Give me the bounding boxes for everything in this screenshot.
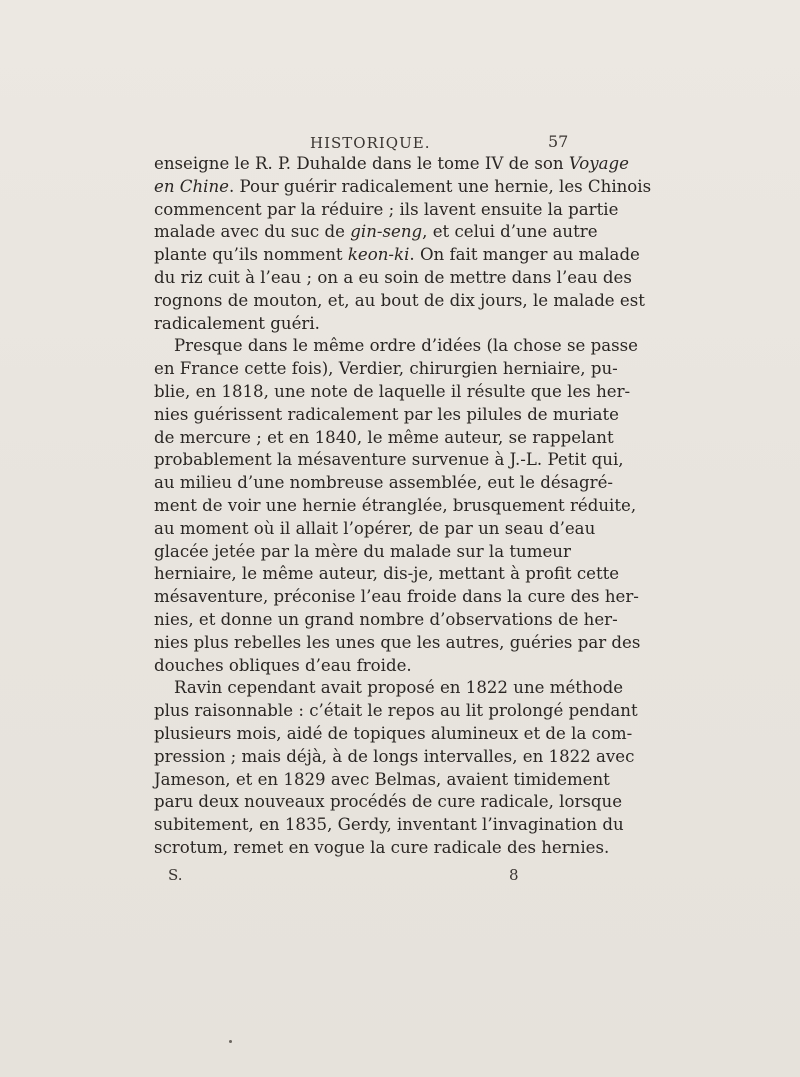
- text-line: blie, en 1818, une note de laquelle il résulte que les her-: [154, 381, 631, 401]
- text-line: au milieu d’une nombreuse assemblée, eut le désagré-: [154, 473, 614, 493]
- text-line: plus raisonnable : c’était le repos au lit prolongé pendant: [154, 701, 638, 721]
- text-line: scrotum, remet en vogue la cure radicale des hernies.: [154, 837, 610, 857]
- text-line: nies, et donne un grand nombre d’observations de her-: [154, 609, 618, 629]
- sheet-number: 8: [509, 866, 519, 884]
- text-line: pression ; mais déjà, à de longs intervalles, en 1822 avec: [154, 746, 635, 766]
- running-head-title: HISTORIQUE.: [310, 134, 431, 152]
- text-line: commencent par la réduire ; ils lavent ensuite la partie: [154, 199, 619, 219]
- text-line: nies plus rebelles les unes que les autres, guéries par des: [154, 632, 641, 652]
- body-text: [154, 153, 652, 860]
- text-line: paru deux nouveaux procédés de cure radicale, lorsque: [154, 792, 623, 812]
- text-line: subitement, en 1835, Gerdy, inventant l’invagination du: [154, 815, 624, 835]
- text-line: enseigne le R. P. Duhalde dans le tome IV de son Voyage: [154, 154, 629, 173]
- text-line: nies guérissent radicalement par les pilules de muriate: [154, 404, 619, 424]
- text-line: glacée jetée par la mère du malade sur la tumeur: [154, 541, 571, 561]
- text-line: mésaventure, préconise l’eau froide dans la cure des her-: [154, 587, 639, 607]
- page-number: 57: [548, 132, 569, 151]
- paragraph-3: [154, 677, 638, 859]
- ink-speck: [229, 1040, 232, 1043]
- text-line: Presque dans le même ordre d’idées (la chose se passe: [174, 336, 638, 356]
- text-line: Jameson, et en 1829 avec Belmas, avaient timidement: [154, 769, 610, 789]
- text-line: douches obliques d’eau froide.: [154, 655, 412, 675]
- paragraph-1: [154, 153, 652, 335]
- text-line: en France cette fois), Verdier, chirurgien herniaire, pu-: [154, 359, 618, 379]
- text-line: radicalement guéri.: [154, 313, 320, 333]
- text-line: du riz cuit à l’eau ; on a eu soin de mettre dans l’eau des: [154, 267, 632, 287]
- paragraph-2: [154, 335, 641, 677]
- signature-mark: S.: [168, 866, 183, 884]
- text-line: herniaire, le même auteur, dis-je, mettant à profit cette: [154, 564, 620, 584]
- text-line: malade avec du suc de gin-seng, et celui d’une autre: [154, 222, 598, 242]
- text-line: rognons de mouton, et, au bout de dix jours, le malade est: [154, 290, 645, 310]
- text-line: en Chine. Pour guérir radicalement une hernie, les Chinois: [154, 176, 652, 196]
- text-line: ment de voir une hernie étranglée, brusquement réduite,: [154, 495, 637, 515]
- text-line: plusieurs mois, aidé de topiques alumineux et de la com-: [154, 723, 633, 743]
- text-line: de mercure ; et en 1840, le même auteur, se rappelant: [154, 427, 614, 447]
- text-line: probablement la mésaventure survenue à J.-L. Petit qui,: [154, 450, 624, 470]
- text-line: Ravin cependant avait proposé en 1822 une méthode: [174, 678, 624, 698]
- text-line: au moment où il allait l’opérer, de par un seau d’eau: [154, 518, 596, 538]
- text-line: plante qu’ils nomment keon-ki. On fait manger au malade: [154, 245, 640, 265]
